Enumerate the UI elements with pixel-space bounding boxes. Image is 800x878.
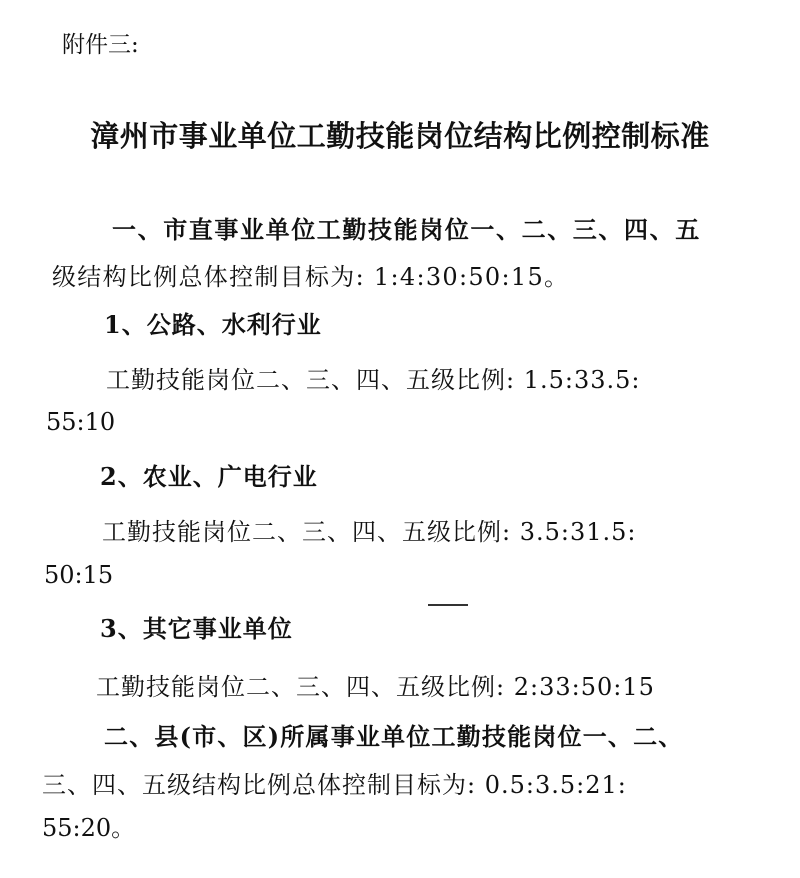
page-title: 漳州市事业单位工勤技能岗位结构比例控制标准: [90, 119, 710, 153]
attachment-label: 附件三:: [62, 32, 139, 58]
item2-heading: 2、农业、广电行业: [100, 462, 318, 491]
item3-ratio-line1: 工勤技能岗位二、三、四、五级比例: 2:33:50:15: [96, 673, 655, 701]
section1-line2: 级结构比例总体控制目标为: 1:4:30:50:15。: [52, 263, 570, 291]
item1-heading: 1、公路、水利行业: [104, 310, 322, 339]
section2-line3: 55:20。: [42, 814, 136, 842]
item1-ratio-line2: 55:10: [46, 408, 116, 436]
section2-line1: 二、县(市、区)所属事业单位工勤技能岗位一、二、: [104, 722, 684, 751]
section2-line2: 三、四、五级结构比例总体控制目标为: 0.5:3.5:21:: [42, 771, 627, 799]
scan-speck: [428, 604, 468, 606]
item2-ratio-line1: 工勤技能岗位二、三、四、五级比例: 3.5:31.5:: [102, 518, 637, 546]
item3-heading: 3、其它事业单位: [100, 614, 293, 643]
section1-line1: 一、市直事业单位工勤技能岗位一、二、三、四、五: [112, 215, 701, 244]
item1-ratio-line1: 工勤技能岗位二、三、四、五级比例: 1.5:33.5:: [106, 366, 641, 394]
item2-ratio-line2: 50:15: [44, 561, 114, 589]
